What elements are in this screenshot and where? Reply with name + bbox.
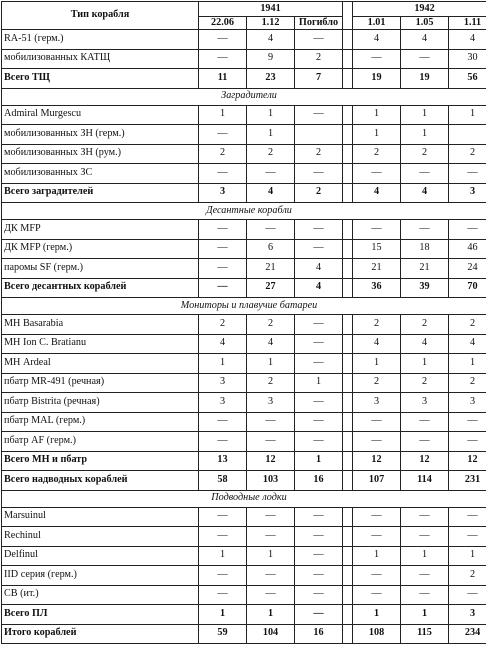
table-row bbox=[2, 432, 486, 452]
value-cell: 2 bbox=[247, 373, 295, 393]
value-cell: 24 bbox=[449, 259, 486, 279]
value-cell: — bbox=[449, 412, 486, 432]
ship-type-cell: пбатр MAL (герм.) bbox=[2, 412, 199, 432]
value-cell: — bbox=[401, 507, 449, 527]
value-cell: 2 bbox=[199, 144, 247, 164]
value-cell: 2 bbox=[401, 373, 449, 393]
gap-cell bbox=[343, 393, 353, 413]
value-cell: 3 bbox=[449, 605, 486, 625]
value-cell: 16 bbox=[295, 624, 343, 644]
value-cell: 2 bbox=[401, 315, 449, 335]
value-cell: — bbox=[295, 432, 343, 452]
table-row bbox=[2, 259, 486, 279]
ship-type-header: Тип корабля bbox=[2, 2, 199, 30]
value-cell: — bbox=[449, 585, 486, 605]
total-row bbox=[2, 278, 486, 298]
year-1941-header: 1941 bbox=[199, 2, 343, 17]
table-row bbox=[2, 412, 486, 432]
value-cell: 1 bbox=[401, 546, 449, 566]
value-cell: 3 bbox=[199, 183, 247, 203]
ship-type-cell: пбатр AF (герм.) bbox=[2, 432, 199, 452]
gap-cell bbox=[343, 432, 353, 452]
value-cell: 56 bbox=[449, 69, 486, 89]
ship-type-cell: мобилизованных ЗС bbox=[2, 164, 199, 184]
value-cell: 4 bbox=[247, 183, 295, 203]
value-cell: 1 bbox=[199, 546, 247, 566]
value-cell: 1 bbox=[353, 125, 401, 145]
value-cell: 2 bbox=[353, 373, 401, 393]
ship-type-cell: мобилизованных ЗН (герм.) bbox=[2, 125, 199, 145]
value-cell: — bbox=[199, 278, 247, 298]
section-title: Мониторы и плавучие батареи bbox=[2, 298, 486, 315]
value-cell: 18 bbox=[401, 239, 449, 259]
value-cell: 1 bbox=[401, 354, 449, 374]
gap-cell bbox=[343, 30, 353, 50]
value-cell: — bbox=[247, 412, 295, 432]
value-cell: 4 bbox=[401, 334, 449, 354]
value-cell: — bbox=[247, 432, 295, 452]
value-cell: 30 bbox=[449, 49, 486, 69]
ship-type-cell: пбатр Bistrita (речная) bbox=[2, 393, 199, 413]
value-cell: 3 bbox=[199, 373, 247, 393]
gap-cell bbox=[343, 546, 353, 566]
value-cell: — bbox=[401, 220, 449, 240]
value-cell: — bbox=[199, 259, 247, 279]
section-title: Заградители bbox=[2, 88, 486, 105]
table-row bbox=[2, 164, 486, 184]
section-header-row bbox=[2, 490, 486, 507]
table-row bbox=[2, 354, 486, 374]
gap-cell bbox=[343, 585, 353, 605]
value-cell: — bbox=[199, 527, 247, 547]
value-cell: — bbox=[295, 546, 343, 566]
value-cell: 1 bbox=[449, 105, 486, 125]
value-cell: 1 bbox=[401, 105, 449, 125]
gap-cell bbox=[343, 239, 353, 259]
gap-cell bbox=[343, 507, 353, 527]
gap-cell bbox=[343, 605, 353, 625]
ship-type-cell: мобилизованных ЗН (рум.) bbox=[2, 144, 199, 164]
value-cell: 12 bbox=[401, 451, 449, 471]
ship-type-cell: Всего ТЩ bbox=[2, 69, 199, 89]
value-cell: — bbox=[199, 585, 247, 605]
value-cell: — bbox=[353, 412, 401, 432]
value-cell: 4 bbox=[353, 334, 401, 354]
value-cell: 2 bbox=[449, 315, 486, 335]
value-cell: 2 bbox=[353, 315, 401, 335]
ship-type-cell: МН Ardeal bbox=[2, 354, 199, 374]
table-row bbox=[2, 315, 486, 335]
ship-type-cell: паромы SF (герм.) bbox=[2, 259, 199, 279]
col-header: 1.12 bbox=[247, 17, 295, 30]
value-cell: 27 bbox=[247, 278, 295, 298]
ship-type-cell: IID серия (герм.) bbox=[2, 566, 199, 586]
value-cell: 103 bbox=[247, 471, 295, 491]
ship-type-cell: Delfinul bbox=[2, 546, 199, 566]
table-row bbox=[2, 546, 486, 566]
value-cell: 13 bbox=[199, 451, 247, 471]
header-gap bbox=[343, 2, 353, 30]
value-cell: 104 bbox=[247, 624, 295, 644]
gap-cell bbox=[343, 412, 353, 432]
gap-cell bbox=[343, 49, 353, 69]
value-cell: 231 bbox=[449, 471, 486, 491]
value-cell: — bbox=[353, 507, 401, 527]
gap-cell bbox=[343, 527, 353, 547]
value-cell: 2 bbox=[401, 144, 449, 164]
value-cell: — bbox=[247, 507, 295, 527]
gap-cell bbox=[343, 566, 353, 586]
value-cell: — bbox=[401, 412, 449, 432]
ship-type-cell: мобилизованных КАТЩ bbox=[2, 49, 199, 69]
ship-type-cell: пбатр MR-491 (речная) bbox=[2, 373, 199, 393]
value-cell: 58 bbox=[199, 471, 247, 491]
col-header: 22.06 bbox=[199, 17, 247, 30]
gap-cell bbox=[343, 278, 353, 298]
value-cell: — bbox=[295, 527, 343, 547]
value-cell: 2 bbox=[449, 144, 486, 164]
gap-cell bbox=[343, 144, 353, 164]
table-row bbox=[2, 239, 486, 259]
value-cell: — bbox=[295, 412, 343, 432]
value-cell: 234 bbox=[449, 624, 486, 644]
value-cell: 4 bbox=[247, 30, 295, 50]
value-cell: — bbox=[199, 164, 247, 184]
ship-type-cell: Итого кораблей bbox=[2, 624, 199, 644]
value-cell: — bbox=[449, 432, 486, 452]
value-cell: 1 bbox=[401, 605, 449, 625]
value-cell: 4 bbox=[449, 30, 486, 50]
value-cell: 1 bbox=[353, 354, 401, 374]
ship-type-cell: МН Ion C. Bratianu bbox=[2, 334, 199, 354]
value-cell: 3 bbox=[449, 393, 486, 413]
gap-cell bbox=[343, 354, 353, 374]
value-cell: 7 bbox=[295, 69, 343, 89]
value-cell: — bbox=[199, 566, 247, 586]
ship-type-cell: СВ (ит.) bbox=[2, 585, 199, 605]
value-cell: — bbox=[247, 527, 295, 547]
value-cell: — bbox=[401, 164, 449, 184]
value-cell: — bbox=[199, 239, 247, 259]
value-cell: — bbox=[401, 566, 449, 586]
value-cell: 12 bbox=[247, 451, 295, 471]
value-cell: 12 bbox=[353, 451, 401, 471]
table-row bbox=[2, 125, 486, 145]
value-cell: — bbox=[449, 220, 486, 240]
value-cell: 3 bbox=[449, 183, 486, 203]
total-row bbox=[2, 451, 486, 471]
total-row bbox=[2, 183, 486, 203]
col-header: 1.11 bbox=[449, 17, 486, 30]
value-cell: 16 bbox=[295, 471, 343, 491]
gap-cell bbox=[343, 373, 353, 393]
value-cell: — bbox=[353, 164, 401, 184]
value-cell: — bbox=[247, 220, 295, 240]
value-cell: — bbox=[199, 220, 247, 240]
value-cell: 107 bbox=[353, 471, 401, 491]
ship-type-cell: Всего десантных кораблей bbox=[2, 278, 199, 298]
value-cell: 4 bbox=[353, 30, 401, 50]
value-cell: — bbox=[199, 432, 247, 452]
ship-type-cell: Всего МН и пбатр bbox=[2, 451, 199, 471]
value-cell: — bbox=[401, 585, 449, 605]
value-cell: 2 bbox=[295, 183, 343, 203]
value-cell: 1 bbox=[353, 546, 401, 566]
value-cell: 4 bbox=[295, 278, 343, 298]
value-cell: 2 bbox=[295, 144, 343, 164]
value-cell bbox=[449, 125, 486, 145]
value-cell: — bbox=[295, 220, 343, 240]
value-cell: 2 bbox=[247, 144, 295, 164]
value-cell: — bbox=[401, 527, 449, 547]
value-cell: 1 bbox=[401, 125, 449, 145]
value-cell: — bbox=[295, 507, 343, 527]
value-cell: — bbox=[295, 605, 343, 625]
value-cell: — bbox=[247, 566, 295, 586]
value-cell: — bbox=[449, 507, 486, 527]
value-cell: — bbox=[247, 164, 295, 184]
value-cell: — bbox=[295, 334, 343, 354]
gap-cell bbox=[343, 125, 353, 145]
ship-type-cell: Всего надводных кораблей bbox=[2, 471, 199, 491]
value-cell: 9 bbox=[247, 49, 295, 69]
value-cell: — bbox=[353, 527, 401, 547]
ship-type-cell: Всего ПЛ bbox=[2, 605, 199, 625]
value-cell: 21 bbox=[247, 259, 295, 279]
value-cell: 2 bbox=[353, 144, 401, 164]
value-cell: 1 bbox=[199, 354, 247, 374]
value-cell: — bbox=[295, 566, 343, 586]
value-cell: 3 bbox=[353, 393, 401, 413]
value-cell: — bbox=[295, 315, 343, 335]
value-cell: 4 bbox=[199, 334, 247, 354]
value-cell: — bbox=[199, 30, 247, 50]
value-cell: — bbox=[449, 527, 486, 547]
value-cell: 2 bbox=[449, 373, 486, 393]
table-row bbox=[2, 373, 486, 393]
value-cell: 2 bbox=[449, 566, 486, 586]
value-cell: — bbox=[199, 507, 247, 527]
section-header-row bbox=[2, 298, 486, 315]
value-cell: 1 bbox=[295, 451, 343, 471]
value-cell: — bbox=[295, 354, 343, 374]
table-row bbox=[2, 220, 486, 240]
value-cell: — bbox=[295, 239, 343, 259]
total-row bbox=[2, 471, 486, 491]
value-cell: — bbox=[353, 220, 401, 240]
value-cell: — bbox=[247, 585, 295, 605]
value-cell: — bbox=[295, 393, 343, 413]
ship-strength-table bbox=[1, 1, 486, 644]
ship-type-cell: ДК MFP bbox=[2, 220, 199, 240]
value-cell: — bbox=[449, 164, 486, 184]
gap-cell bbox=[343, 183, 353, 203]
value-cell: 4 bbox=[295, 259, 343, 279]
year-1942-header: 1942 bbox=[353, 2, 486, 17]
value-cell: 23 bbox=[247, 69, 295, 89]
value-cell: — bbox=[199, 49, 247, 69]
value-cell: 12 bbox=[449, 451, 486, 471]
value-cell: 2 bbox=[247, 315, 295, 335]
value-cell: 3 bbox=[199, 393, 247, 413]
gap-cell bbox=[343, 69, 353, 89]
ship-type-cell: Marsuinul bbox=[2, 507, 199, 527]
value-cell: 4 bbox=[247, 334, 295, 354]
table-row bbox=[2, 105, 486, 125]
value-cell: 1 bbox=[199, 105, 247, 125]
header-row-years bbox=[2, 2, 486, 17]
total-row bbox=[2, 624, 486, 644]
ship-table-page bbox=[1, 1, 485, 655]
gap-cell bbox=[343, 451, 353, 471]
value-cell: 4 bbox=[449, 334, 486, 354]
value-cell bbox=[295, 125, 343, 145]
gap-cell bbox=[343, 164, 353, 184]
value-cell: 114 bbox=[401, 471, 449, 491]
value-cell: 2 bbox=[295, 49, 343, 69]
value-cell: 59 bbox=[199, 624, 247, 644]
value-cell: 15 bbox=[353, 239, 401, 259]
gap-cell bbox=[343, 105, 353, 125]
value-cell: 39 bbox=[401, 278, 449, 298]
ship-type-cell: Rechinul bbox=[2, 527, 199, 547]
value-cell: 1 bbox=[449, 546, 486, 566]
col-header: 1.05 bbox=[401, 17, 449, 30]
col-header: Погибло bbox=[295, 17, 343, 30]
value-cell: 2 bbox=[199, 315, 247, 335]
value-cell: 6 bbox=[247, 239, 295, 259]
ship-type-cell: Admiral Murgescu bbox=[2, 105, 199, 125]
table-row bbox=[2, 334, 486, 354]
value-cell: — bbox=[295, 30, 343, 50]
value-cell: — bbox=[401, 49, 449, 69]
total-row bbox=[2, 605, 486, 625]
table-row bbox=[2, 49, 486, 69]
section-title: Десантные корабли bbox=[2, 203, 486, 220]
value-cell: 1 bbox=[247, 605, 295, 625]
value-cell: — bbox=[295, 164, 343, 184]
table-row bbox=[2, 144, 486, 164]
value-cell: 21 bbox=[353, 259, 401, 279]
value-cell: — bbox=[353, 49, 401, 69]
table-row bbox=[2, 585, 486, 605]
col-header: 1.01 bbox=[353, 17, 401, 30]
gap-cell bbox=[343, 259, 353, 279]
gap-cell bbox=[343, 624, 353, 644]
value-cell: 1 bbox=[247, 546, 295, 566]
value-cell: 46 bbox=[449, 239, 486, 259]
value-cell: 4 bbox=[401, 30, 449, 50]
value-cell: 1 bbox=[247, 354, 295, 374]
value-cell: — bbox=[295, 585, 343, 605]
value-cell: 1 bbox=[295, 373, 343, 393]
value-cell: 108 bbox=[353, 624, 401, 644]
section-header-row bbox=[2, 203, 486, 220]
total-row bbox=[2, 69, 486, 89]
ship-type-cell: Всего заградителей bbox=[2, 183, 199, 203]
table-row bbox=[2, 527, 486, 547]
value-cell: — bbox=[353, 432, 401, 452]
table-row bbox=[2, 393, 486, 413]
value-cell: 1 bbox=[449, 354, 486, 374]
value-cell: — bbox=[353, 585, 401, 605]
section-title: Подводные лодки bbox=[2, 490, 486, 507]
value-cell: 1 bbox=[199, 605, 247, 625]
value-cell: 3 bbox=[401, 393, 449, 413]
gap-cell bbox=[343, 315, 353, 335]
value-cell: 4 bbox=[401, 183, 449, 203]
value-cell: 1 bbox=[247, 105, 295, 125]
table-row bbox=[2, 566, 486, 586]
value-cell: 3 bbox=[247, 393, 295, 413]
table-row bbox=[2, 507, 486, 527]
value-cell: — bbox=[353, 566, 401, 586]
value-cell: 19 bbox=[401, 69, 449, 89]
value-cell: — bbox=[295, 105, 343, 125]
value-cell: 115 bbox=[401, 624, 449, 644]
section-header-row bbox=[2, 88, 486, 105]
value-cell: 21 bbox=[401, 259, 449, 279]
value-cell: — bbox=[199, 412, 247, 432]
gap-cell bbox=[343, 334, 353, 354]
value-cell: 70 bbox=[449, 278, 486, 298]
value-cell: 36 bbox=[353, 278, 401, 298]
value-cell: 1 bbox=[353, 105, 401, 125]
value-cell: 1 bbox=[353, 605, 401, 625]
gap-cell bbox=[343, 220, 353, 240]
value-cell: 11 bbox=[199, 69, 247, 89]
table-body bbox=[2, 30, 486, 644]
ship-type-cell: RA-51 (герм.) bbox=[2, 30, 199, 50]
value-cell: — bbox=[199, 125, 247, 145]
value-cell: — bbox=[401, 432, 449, 452]
ship-type-cell: ДК MFP (герм.) bbox=[2, 239, 199, 259]
value-cell: 4 bbox=[353, 183, 401, 203]
value-cell: 1 bbox=[247, 125, 295, 145]
gap-cell bbox=[343, 471, 353, 491]
ship-type-cell: МН Basarabia bbox=[2, 315, 199, 335]
value-cell: 19 bbox=[353, 69, 401, 89]
table-row bbox=[2, 30, 486, 50]
